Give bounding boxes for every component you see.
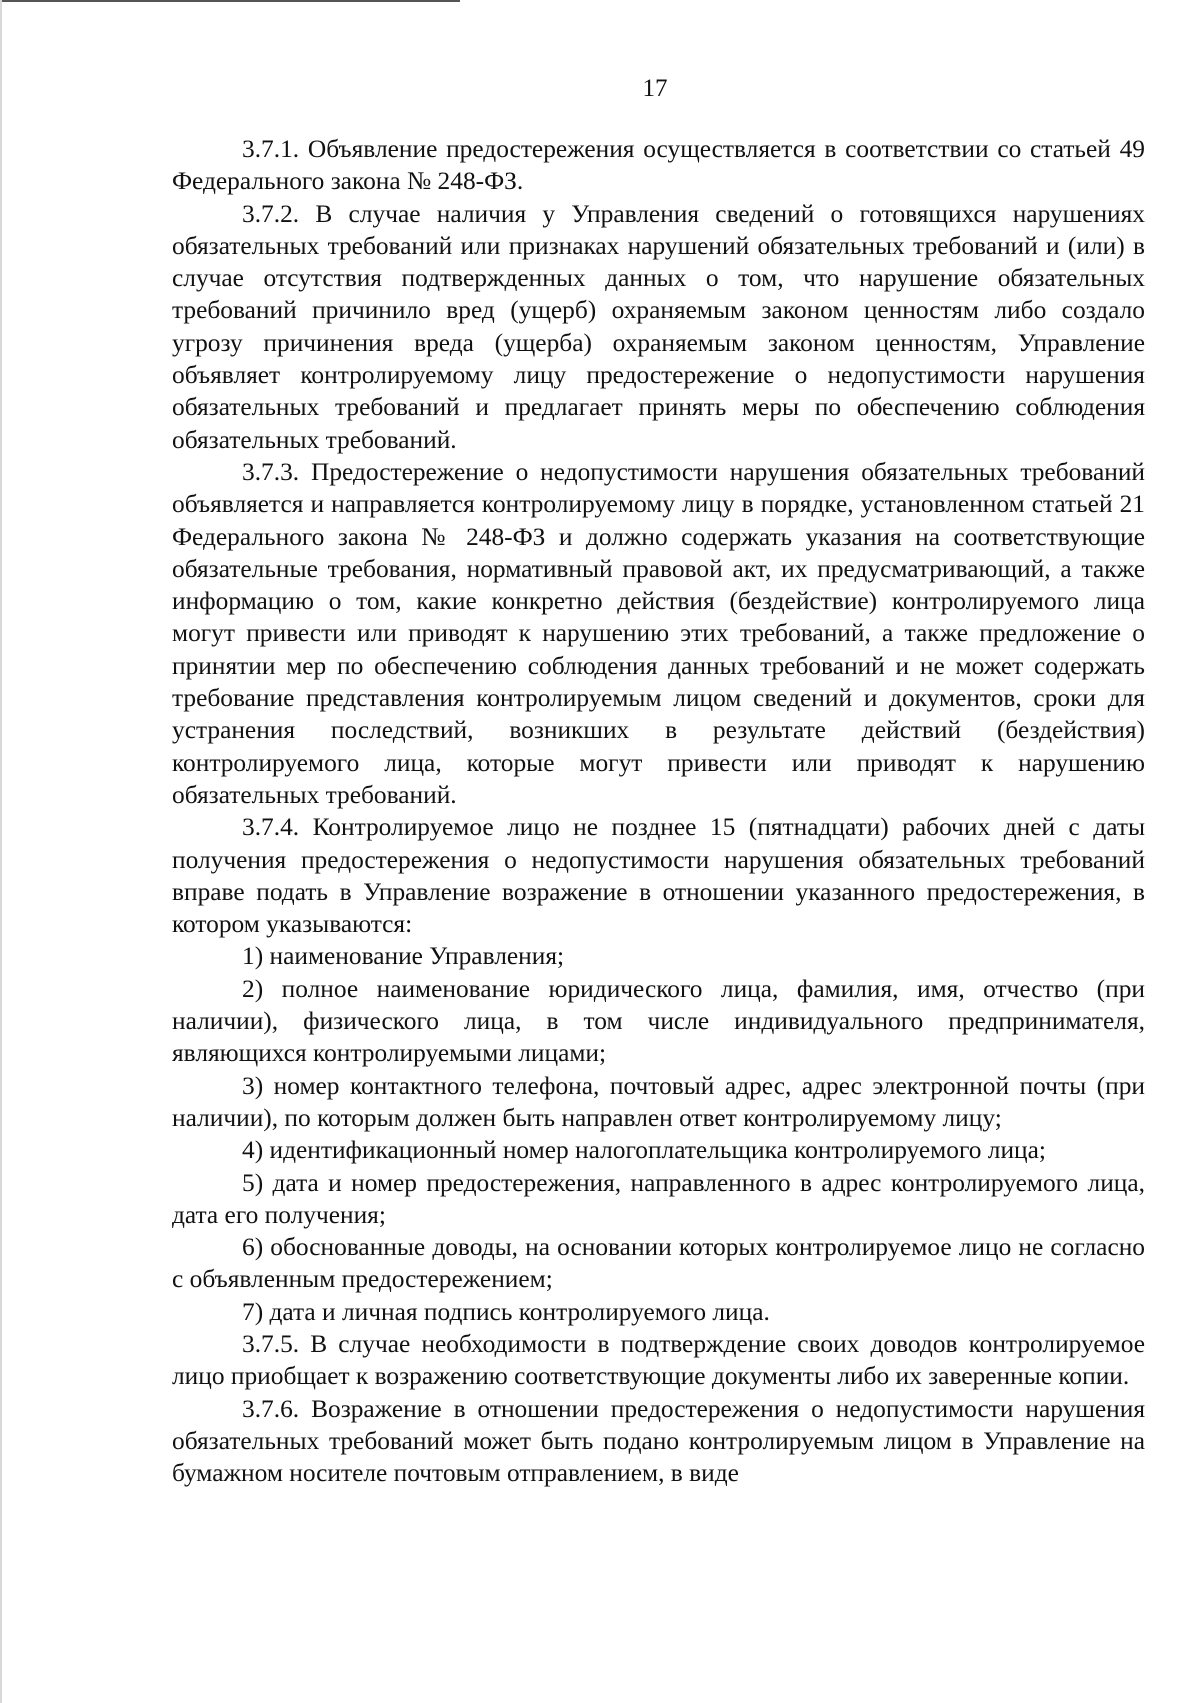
paragraph-3-7-5: 3.7.5. В случае необходимости в подтверждение своих доводов контролируемое лицо приобщает к возражению соответствующие документы либо их заверенные копии. (172, 1329, 1145, 1391)
paragraph-3-7-1: 3.7.1. Объявление предостережения осуществляется в соответствии со статьей 49 Федерального закона № 248-ФЗ. (172, 135, 1145, 196)
paragraph-3-7-2: 3.7.2. В случае наличия у Управления сведений о готовящихся нарушениях обязательных требований или признаках нарушений обязательных требований и (или) в случае отсутствия подтвержденных данных о том, что нарушение обязательных требований причинило вред (ущерб) охраняемым законом ценностям либо создало угрозу причинения вреда (ущерба) охраняемым законом ценностям, Управление объявляет контролируемому лицу предостережение о недопустимости нарушения обязательных требований и предлагает принять меры по обеспечению соблюдения обязательных требований. (172, 199, 1145, 454)
list-item-6: 6) обоснованные доводы, на основании которых контролируемое лицо не согласно с объявленным предостережением; (172, 1233, 1145, 1294)
page-number: 17 (642, 75, 668, 102)
list-item-7: 7) дата и личная подпись контролируемого лица. (242, 1297, 770, 1326)
scan-edge-left (0, 0, 2, 1703)
document-body (172, 133, 1145, 1489)
paragraph-3-7-6: 3.7.6. Возражение в отношении предостережения о недопустимости нарушения обязательных требований может быть подано контролируемым лицом в Управление на бумажном носителе почтовым отправлением, в виде (172, 1394, 1145, 1488)
paragraph-3-7-4: 3.7.4. Контролируемое лицо не позднее 15 (пятнадцати) рабочих дней с даты получения предостережения о недопустимости нарушения обязательных требований вправе подать в Управление возражение в отношении указанного предостережения, в котором указываются: (172, 813, 1145, 939)
list-item-1: 1) наименование Управления; (242, 942, 565, 971)
list-item-3: 3) номер контактного телефона, почтовый адрес, адрес электронной почты (при наличии), по которым должен быть направлен ответ контролируемому лицу; (172, 1071, 1145, 1132)
list-item-4: 4) идентификационный номер налогоплательщика контролируемого лица; (242, 1136, 1046, 1165)
list-item-2: 2) полное наименование юридического лица, фамилия, имя, отчество (при наличии), физического лица, в том числе индивидуального предпринимателя, являющихся контролируемыми лицами; (172, 974, 1145, 1068)
paragraph-3-7-3: 3.7.3. Предостережение о недопустимости нарушения обязательных требований объявляется и направляется контролируемому лицу в порядке, установленном статьей 21 Федерального закона № 248-ФЗ и должно содержать указания на соответствующие обязательные требования, нормативный правовой акт, их предусматривающий, а также информацию о том, какие конкретно действия (бездействие) контролируемого лица могут привести или приводят к нарушению этих требований, а также предложение о принятии мер по обеспечению соблюдения данных требований и не может содержать требование представления контролируемым лицом сведений и документов, сроки для устранения последствий, возникших в результате действий (бездействия) контролируемого лица, которые могут привести или приводят к нарушению обязательных требований. (172, 457, 1145, 809)
scan-edge-top (0, 0, 460, 2)
list-item-5: 5) дата и номер предостережения, направленного в адрес контролируемого лица, дата его получения; (172, 1168, 1145, 1229)
